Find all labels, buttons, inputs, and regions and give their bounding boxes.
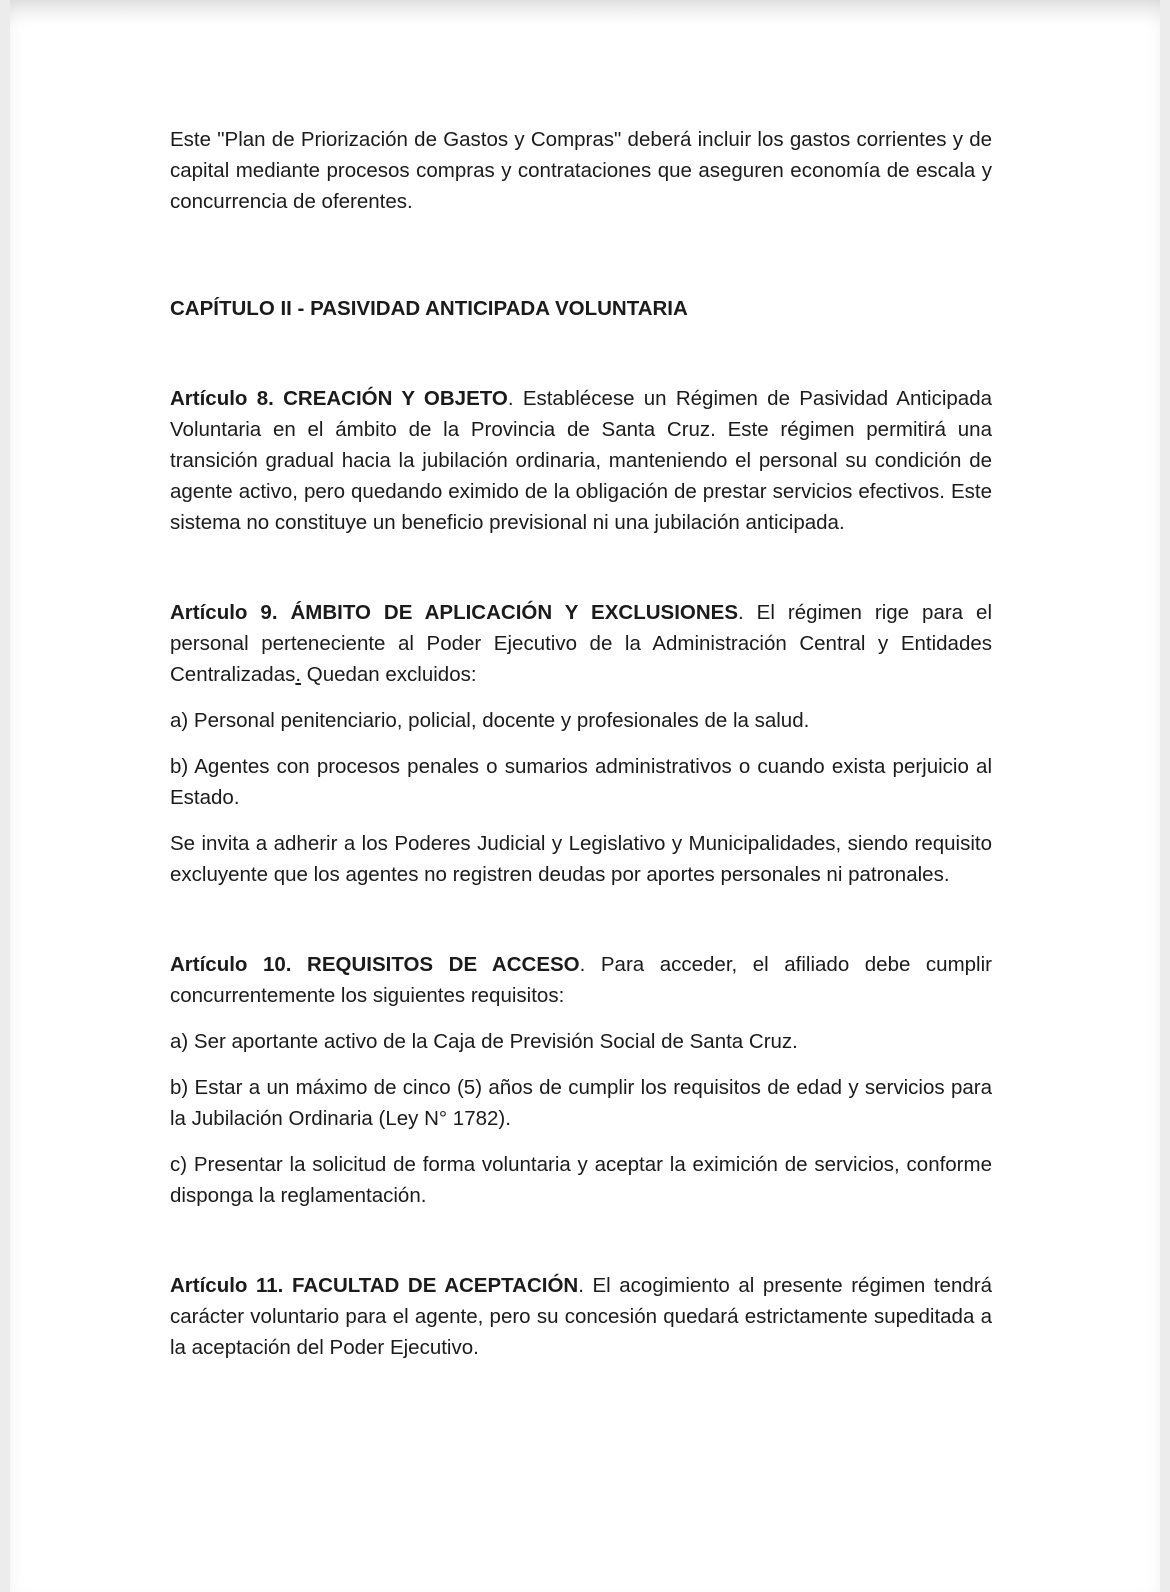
article-11 (170, 1270, 992, 1363)
article-8 (170, 383, 992, 538)
article-9-text: . El régimen rige para el personal perteneciente al Poder Ejecutivo de la Administración Central y Entidades Centralizadas (170, 601, 993, 686)
article-9-item-a: a) Personal penitenciario, policial, docente y profesionales de la salud. (170, 709, 810, 732)
article-11-heading: Artículo 11. FACULTAD DE ACEPTACIÓN (170, 1274, 579, 1297)
article-9-underlined-dot: . (295, 663, 302, 686)
article-9-adhesion-note: Se invita a adherir a los Poderes Judicial y Legislativo y Municipalidades, siendo requisito excluyente que los agentes no registren deudas por aportes personales ni patronales. (170, 832, 992, 886)
article-9-item-b: b) Agentes con procesos penales o sumarios administrativos o cuando exista perjuicio al Estado. (170, 755, 992, 809)
article-8-text: . Establécese un Régimen de Pasividad Anticipada Voluntaria en el ámbito de la Provincia de Santa Cruz. Este régimen permitirá una transición gradual hacia la jubilación ordinaria, manteniendo el personal su condición de agente activo, pero quedando eximido de la obligación de prestar servicios efectivos. Este sistema no constituye un beneficio previsional ni una jubilación anticipada. (170, 387, 993, 534)
article-10-item-a: a) Ser aportante activo de la Caja de Previsión Social de Santa Cruz. (170, 1030, 798, 1053)
article-9-heading: Artículo 9. ÁMBITO DE APLICACIÓN Y EXCLUSIONES (170, 601, 738, 624)
article-8-heading: Artículo 8. CREACIÓN Y OBJETO (170, 387, 508, 410)
article-10-item-c: c) Presentar la solicitud de forma voluntaria y aceptar la eximición de servicios, conforme disponga la reglamentación. (170, 1153, 992, 1207)
page-edge-shadow (10, 0, 1160, 26)
document-body (170, 124, 992, 1422)
article-8-paragraph (170, 383, 992, 538)
article-10-item-b: b) Estar a un máximo de cinco (5) años de cumplir los requisitos de edad y servicios para la Jubilación Ordinaria (Ley N° 1782). (170, 1076, 992, 1130)
article-9-text-end: Quedan excluidos: (301, 663, 477, 686)
intro-paragraph: Este "Plan de Priorización de Gastos y Compras" deberá incluir los gastos corrientes y de capital mediante procesos compras y contrataciones que aseguren economía de escala y concurrencia de oferentes. (170, 128, 992, 213)
article-11-text: . El acogimiento al presente régimen tendrá carácter voluntario para el agente, pero su concesión quedará estrictamente supeditada a la aceptación del Poder Ejecutivo. (170, 1274, 992, 1359)
article-10-paragraph (170, 949, 992, 1011)
article-11-paragraph (170, 1270, 992, 1363)
document-page (10, 0, 1160, 1592)
article-10-text: . Para acceder, el afiliado debe cumplir concurrentemente los siguientes requisitos: (170, 953, 992, 1007)
article-9 (170, 597, 992, 890)
article-9-paragraph (170, 597, 992, 690)
chapter-title: CAPÍTULO II - PASIVIDAD ANTICIPADA VOLUNTARIA (170, 297, 688, 320)
article-10 (170, 949, 992, 1211)
article-10-heading: Artículo 10. REQUISITOS DE ACCESO (170, 953, 580, 976)
